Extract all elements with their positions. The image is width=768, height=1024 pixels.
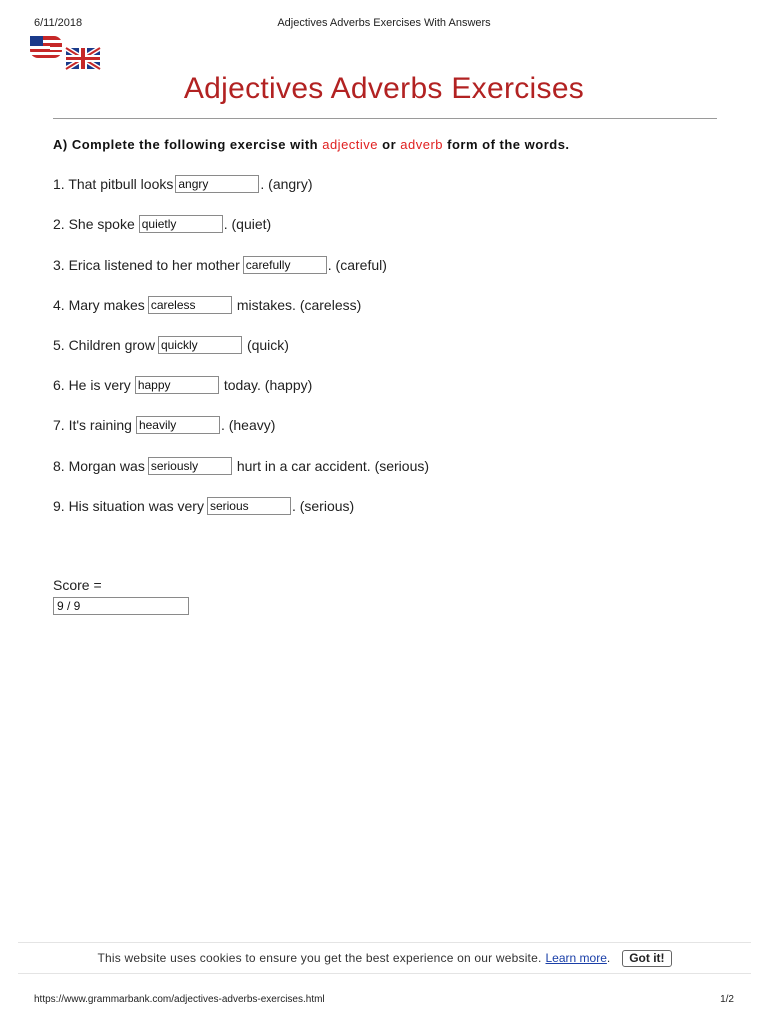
question-9 — [53, 496, 354, 516]
question-4 — [53, 295, 361, 315]
score-label: Score = — [53, 577, 102, 593]
cookie-period: . — [606, 951, 611, 965]
answer-input[interactable]: seriously — [148, 457, 232, 475]
print-title: Adjectives Adverbs Exercises With Answers — [277, 17, 491, 29]
score-field: 9 / 9 — [53, 597, 189, 615]
instruction-adverb: adverb — [400, 137, 444, 152]
logo-flags-icon — [28, 34, 104, 72]
title-divider — [53, 118, 717, 119]
answer-input[interactable]: carefully — [243, 256, 327, 274]
cookie-consent-bar — [18, 942, 751, 974]
question-5 — [53, 335, 289, 355]
question-8 — [53, 456, 429, 476]
question-7 — [53, 415, 275, 435]
question-6 — [53, 375, 312, 395]
answer-input[interactable]: serious — [207, 497, 291, 515]
question-2 — [53, 214, 271, 234]
question-hint: . (heavy) — [220, 417, 276, 433]
question-text: 1. That pitbull looks — [53, 176, 174, 192]
instruction-middle: or — [382, 137, 397, 152]
answer-input[interactable]: heavily — [136, 416, 220, 434]
question-text: 9. His situation was very — [53, 498, 204, 514]
instruction-adjective: adjective — [322, 137, 379, 152]
instruction-suffix: form of the words. — [447, 137, 570, 152]
question-text: 2. She spoke — [53, 216, 135, 232]
got-it-button[interactable]: Got it! — [622, 950, 671, 967]
learn-more-link[interactable]: Learn more — [545, 951, 607, 965]
answer-input[interactable]: quickly — [158, 336, 242, 354]
print-url: https://www.grammarbank.com/adjectives-adverbs-exercises.html — [34, 994, 325, 1005]
cookie-message: This website uses cookies to ensure you get the best experience on our website. — [97, 951, 542, 965]
answer-input[interactable]: happy — [135, 376, 219, 394]
question-hint: mistakes. (careless) — [236, 297, 362, 313]
answer-input[interactable]: quietly — [139, 215, 223, 233]
instruction-prefix: A) Complete the following exercise with — [53, 137, 319, 152]
question-hint: . (angry) — [260, 176, 313, 192]
question-3 — [53, 255, 387, 275]
question-hint: (quick) — [246, 337, 289, 353]
question-text: 6. He is very — [53, 377, 131, 393]
page-title: Adjectives Adverbs Exercises — [183, 72, 585, 105]
question-text: 7. It's raining — [53, 417, 132, 433]
print-date: 6/11/2018 — [34, 17, 83, 29]
answer-input[interactable]: angry — [175, 175, 259, 193]
question-hint: . (careful) — [327, 257, 387, 273]
question-hint: today. (happy) — [223, 377, 313, 393]
question-1 — [53, 174, 313, 194]
print-page-number: 1/2 — [720, 994, 734, 1005]
question-text: 4. Mary makes — [53, 297, 145, 313]
question-text: 8. Morgan was — [53, 458, 145, 474]
question-hint: . (quiet) — [223, 216, 272, 232]
question-text: 5. Children grow — [53, 337, 155, 353]
answer-input[interactable]: careless — [148, 296, 232, 314]
exercise-instruction — [53, 137, 570, 152]
question-text: 3. Erica listened to her mother — [53, 257, 240, 273]
question-hint: . (serious) — [291, 498, 355, 514]
site-logo[interactable] — [28, 34, 104, 72]
question-hint: hurt in a car accident. (serious) — [236, 458, 430, 474]
